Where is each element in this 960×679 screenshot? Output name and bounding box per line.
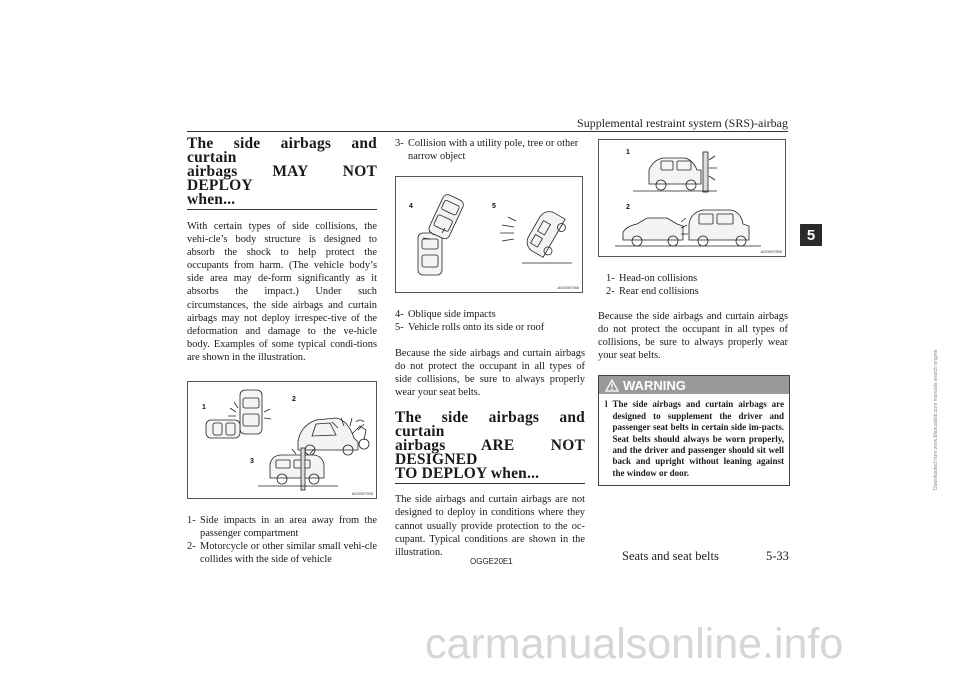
- heading-line: airbags MAY NOT DEPLOY: [187, 163, 377, 194]
- figure-captions-top: [395, 137, 585, 163]
- body-paragraph: The side airbags and curtain airbags are not designed to deploy in conditions where they cannot usually provide protection to the oc-cupant. Typical conditions are shown in the illustration.: [395, 494, 585, 558]
- section-heading-not-designed: [395, 411, 585, 484]
- bullet-icon: l: [605, 399, 608, 410]
- figure-label: 4: [409, 203, 413, 210]
- head-on-rear-illustration: [599, 140, 785, 256]
- warning-text: The side airbags and curtain airbags are designed to supplement the driver and passenger seat belts in certain side im-pacts. Seat belts should always be worn properly, and the driver and passenger should sit well back and upright without leaning against the window or door.: [612, 399, 784, 478]
- figure-captions: [187, 514, 377, 566]
- oblique-rollover-illustration: [396, 177, 582, 292]
- column-2: [395, 137, 585, 559]
- figure-label: 5: [492, 203, 496, 210]
- caption-text: Head-on collisions: [619, 273, 698, 284]
- caption-number: 4-: [395, 309, 404, 320]
- caption-item: [187, 514, 377, 540]
- figure-label: 1: [626, 149, 630, 156]
- header-rule: [187, 131, 788, 132]
- caption-number: 2-: [606, 286, 615, 297]
- heading-line: TO DEPLOY when...: [395, 465, 540, 483]
- figure-code: AG0007933: [351, 491, 373, 497]
- figure-oblique-rollover: [395, 176, 583, 293]
- heading-line: when...: [187, 191, 236, 208]
- side-note: Downloaded from www.Manualslib.com manuals search engine: [933, 349, 939, 490]
- section-heading-may-not-deploy: [187, 137, 377, 210]
- body-paragraph: Because the side airbags and curtain airbags do not protect the occupant in all types of side collisions, be sure to always properly wear your seat belts.: [395, 348, 585, 399]
- caption-text: Vehicle rolls onto its side or roof: [408, 322, 545, 333]
- caption-number: 3-: [395, 138, 404, 149]
- chapter-tab: 5: [800, 224, 822, 246]
- figure-label: 2: [626, 204, 630, 211]
- figure-code: AG0007946: [557, 285, 579, 290]
- caption-number: 1-: [606, 273, 615, 284]
- caption-text: Oblique side impacts: [408, 309, 496, 320]
- figure-head-on-rear: [598, 139, 786, 257]
- body-paragraph: With certain types of side collisions, the vehi-cle’s body structure is designed to absorb the shock to help protect the occupants from harm. (The vehicle body’s side area may de-form significantly as it absorbs the impact.) Under such circumstances, the side airbags and curtain airbags may not deploy irrespec-tive of the deformation and damage to the ve-hicle body. Examples of some typical condi-tions are shown in the illustration.: [187, 221, 377, 363]
- column-3: [598, 137, 788, 486]
- warning-header: [599, 376, 789, 394]
- column-1: [187, 137, 377, 566]
- caption-number: 5-: [395, 322, 404, 333]
- document-code: OGGE20E1: [470, 557, 513, 566]
- caption-item: [395, 308, 585, 321]
- caption-item: [606, 285, 788, 298]
- figure-side-impacts: [187, 381, 377, 499]
- caption-item: [606, 272, 788, 285]
- watermark: carmanualsonline.info: [425, 620, 844, 668]
- warning-triangle-icon: [605, 379, 619, 392]
- figure-label: 1: [202, 404, 206, 412]
- figure-code: AG0007959: [760, 249, 782, 254]
- caption-number: 1-: [187, 515, 196, 527]
- warning-title: WARNING: [623, 377, 686, 393]
- side-impact-illustration: [188, 382, 376, 498]
- heading-line: The side airbags and curtain: [395, 409, 585, 441]
- figure-label: 2: [292, 396, 296, 404]
- page-number: 5-33: [766, 549, 789, 563]
- caption-item: [187, 540, 377, 566]
- figure-label: 3: [250, 458, 254, 466]
- caption-text: Collision with a utility pole, tree or other narrow object: [408, 138, 579, 162]
- heading-line: airbags ARE NOT DESIGNED: [395, 437, 585, 469]
- caption-number: 2-: [187, 541, 196, 553]
- caption-text: Motorcycle or other similar small vehi-cle collides with the side of vehicle: [200, 541, 377, 566]
- figure-captions: [598, 272, 788, 298]
- body-paragraph: Because the side airbags and curtain airbags do not protect the occupant in all types of collisions, be sure to always properly wear your seat belts.: [598, 311, 788, 362]
- caption-text: Side impacts in an area away from the passenger compartment: [200, 515, 377, 540]
- warning-item: [599, 394, 789, 485]
- footer-section-title: Seats and seat belts: [622, 549, 719, 563]
- running-title: Supplemental restraint system (SRS)-airbag: [577, 116, 788, 130]
- figure-captions: [395, 308, 585, 334]
- heading-line: The side airbags and curtain: [187, 135, 377, 166]
- caption-item: [395, 321, 585, 334]
- caption-item: [395, 137, 585, 163]
- caption-text: Rear end collisions: [619, 286, 699, 297]
- warning-box: [598, 375, 790, 486]
